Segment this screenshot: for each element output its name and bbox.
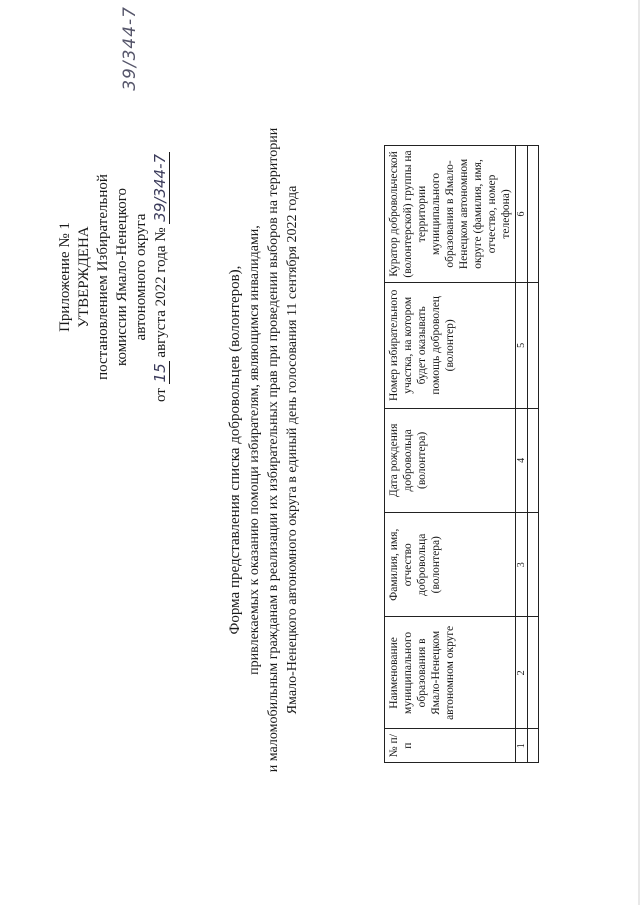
approved-label: УТВЕРЖДЕНА bbox=[76, 226, 92, 328]
title-line-4: Ямало-Ненецкого автономного округа в единый день голосования 11 сентября 2022 года bbox=[285, 185, 300, 715]
title-line-2: привлекаемых к оказанию помощи избирателям, являющимся инвалидами, bbox=[247, 225, 262, 675]
column-number-row bbox=[516, 146, 528, 763]
table-cell bbox=[528, 513, 539, 617]
table-cell bbox=[528, 146, 539, 283]
appendix-block bbox=[56, 132, 171, 422]
header-polling-station: Номер избирательного участка, на котором будет оказывать помощь доброволец (волонтер) bbox=[385, 282, 516, 408]
volunteers-table bbox=[384, 145, 539, 763]
form-title bbox=[226, 105, 302, 795]
header-birth-date: Дата рождения добровольца (волонтера) bbox=[385, 408, 516, 512]
header-volunteer-name: Фамилия, имя, отчество добровольца (волонтера) bbox=[385, 513, 516, 617]
table-cell bbox=[528, 282, 539, 408]
date-day-handwritten: 15 bbox=[151, 363, 169, 383]
column-number: 5 bbox=[516, 282, 528, 408]
approval-line-3: автономного округа bbox=[133, 213, 149, 341]
column-number: 4 bbox=[516, 408, 528, 512]
approval-line-1: постановлением Избирательной bbox=[95, 174, 111, 380]
column-number: 1 bbox=[516, 729, 528, 763]
decree-number-handwritten: 39/344-7 bbox=[151, 153, 169, 222]
date-middle: августа 2022 года № bbox=[153, 227, 169, 358]
table-cell bbox=[528, 617, 539, 729]
column-number: 3 bbox=[516, 513, 528, 617]
title-line-3: и маломобильным гражданам в реализации их избирательных прав при проведении выборов на территории bbox=[266, 127, 281, 773]
column-number: 2 bbox=[516, 617, 528, 729]
column-number: 6 bbox=[516, 146, 528, 283]
table-cell bbox=[528, 729, 539, 763]
header-number: № п/п bbox=[385, 729, 516, 763]
appendix-number: Приложение № 1 bbox=[57, 222, 73, 332]
margin-handwritten-number: 39/344-7 bbox=[120, 6, 140, 91]
date-prefix: от bbox=[153, 388, 169, 403]
approval-date bbox=[151, 132, 171, 422]
table-header-row bbox=[385, 146, 516, 763]
approval-line-2: комиссии Ямало-Ненецкого bbox=[114, 187, 130, 367]
title-line-1: Форма представления списка добровольцев (волонтеров), bbox=[227, 265, 243, 635]
header-municipality: Наименование муниципального образования в Ямало-Ненецком автономном округе bbox=[385, 617, 516, 729]
table-cell bbox=[528, 408, 539, 512]
table-row bbox=[528, 146, 539, 763]
header-curator: Куратор добровольческой (волонтерской) группы на территории муниципального образования в Ямало-Ненецком автономном округе (фамилия, имя, отчество, номер телефона) bbox=[385, 146, 516, 283]
